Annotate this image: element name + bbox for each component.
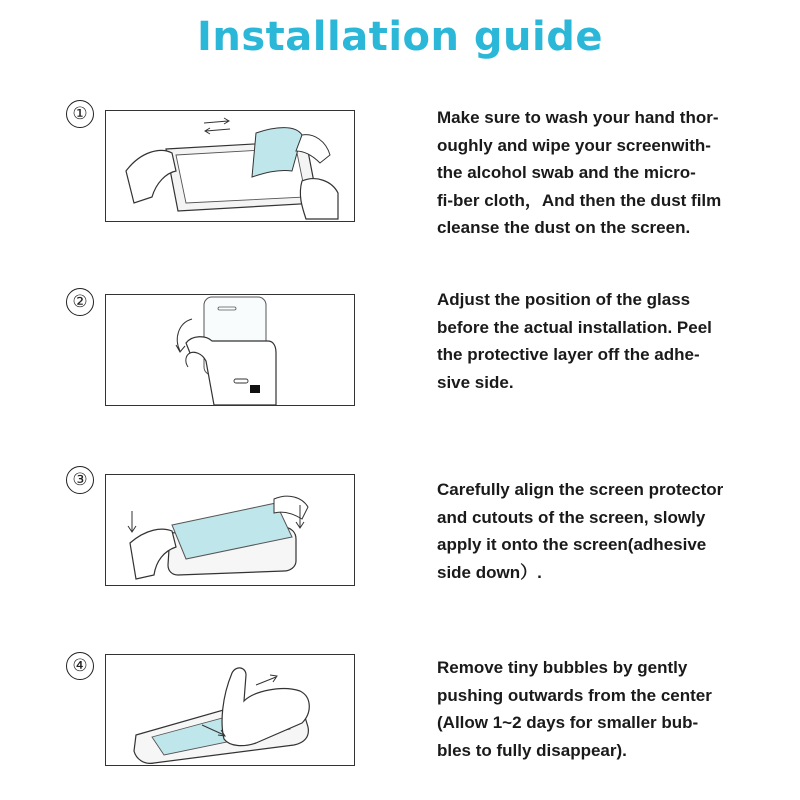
- step-2-description: Adjust the position of the glass before the actual installation. Peel the protective layer off the adhe- sive side.: [437, 290, 712, 392]
- peel-protective-layer-icon: [106, 295, 354, 405]
- hands-cleaning-phone-icon: [106, 111, 354, 221]
- step-number: ①: [66, 100, 94, 128]
- step-1-illustration: [105, 110, 355, 222]
- align-screen-protector-icon: [106, 475, 354, 585]
- step-number: ④: [66, 652, 94, 680]
- page-title: Installation guide: [197, 14, 603, 60]
- step-3-description: Carefully align the screen protector and cutouts of the screen, slowly apply it onto the screen(adhesive side down）.: [437, 480, 724, 582]
- step-4-illustration: [105, 654, 355, 766]
- step-number: ③: [66, 466, 94, 494]
- remove-bubbles-icon: [106, 655, 354, 765]
- step-4-description: Remove tiny bubbles by gently pushing outwards from the center (Allow 1~2 days for smaller bub- bles to fully disappear).: [437, 658, 712, 760]
- step-2-illustration: [105, 294, 355, 406]
- step-1-description: Make sure to wash your hand thor- oughly and wipe your screenwith- the alcohol swab and the micro- fi-ber cloth，And then the dust film cleanse the dust on the screen.: [437, 108, 722, 237]
- step-3-illustration: [105, 474, 355, 586]
- step-number: ②: [66, 288, 94, 316]
